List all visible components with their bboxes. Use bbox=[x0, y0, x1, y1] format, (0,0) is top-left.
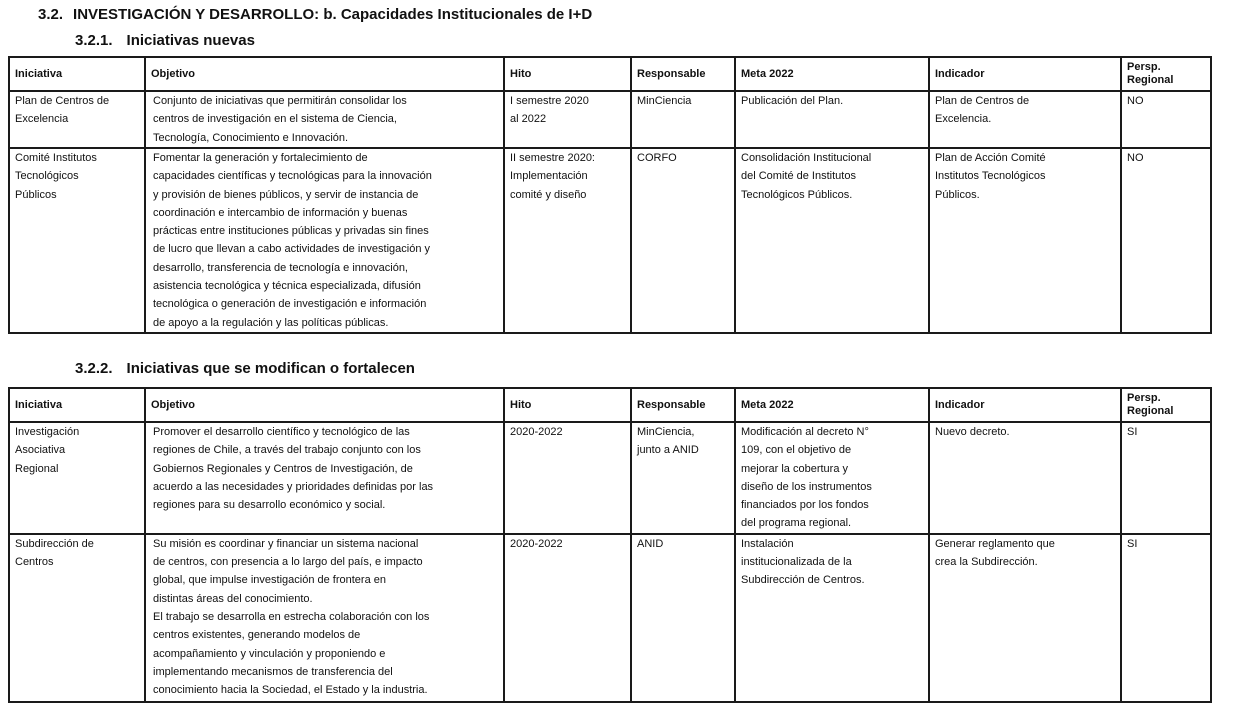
cell-objetivo: Fomentar la generación y fortalecimiento de capacidades científicas y tecnológicas para la innovación y provisión de bienes públicos, y servir de instancia de coordinación e intercambio de información y buenas prácticas entre instituciones públicas y privadas sin fines de lucro que llevan a cabo actividades de investigación y desarrollo, transferencia de tecnología e innovación, asistencia tecnológica y técnica especializada, difusión tecnológica o generación de investigación e información de apoyo a la regulación y las políticas públicas. bbox=[145, 148, 504, 333]
subsection-title: Iniciativas que se modifican o fortalecen bbox=[126, 360, 415, 377]
cell-objetivo: Su misión es coordinar y financiar un sistema nacional de centros, con presencia a lo largo del país, e impacto global, que impulse investigación de frontera en distintas áreas del conocimiento. El trabajo se desarrolla en estrecha colaboración con los centros existentes, generando modelos de acompañamiento y vinculación y proponiendo e implementando mecanismos de transferencia del conocimiento hacia la Sociedad, el Estado y la industria. bbox=[145, 534, 504, 702]
cell-responsable: ANID bbox=[631, 534, 735, 702]
cell-iniciativa: Comité Institutos Tecnológicos Públicos bbox=[9, 148, 145, 333]
cell-hito: I semestre 2020 al 2022 bbox=[504, 91, 631, 148]
cell-responsable: MinCiencia, junto a ANID bbox=[631, 422, 735, 534]
cell-meta: Instalación institucionalizada de la Subdirección de Centros. bbox=[735, 534, 929, 702]
section-number: 3.2. bbox=[38, 6, 64, 23]
subsection-heading-1 bbox=[75, 32, 255, 49]
column-header: Persp. Regional bbox=[1121, 388, 1211, 422]
column-header: Responsable bbox=[631, 57, 735, 91]
cell-persp: SI bbox=[1121, 534, 1211, 702]
cell-responsable: CORFO bbox=[631, 148, 735, 333]
cell-iniciativa: Investigación Asociativa Regional bbox=[9, 422, 145, 534]
column-header: Objetivo bbox=[145, 57, 504, 91]
section-title: INVESTIGACIÓN Y DESARROLLO: b. Capacidades Institucionales de I+D bbox=[73, 6, 593, 23]
subsection-title: Iniciativas nuevas bbox=[126, 32, 255, 49]
cell-indicador: Nuevo decreto. bbox=[929, 422, 1121, 534]
cell-iniciativa: Subdirección de Centros bbox=[9, 534, 145, 702]
cell-meta: Consolidación Institucional del Comité de Institutos Tecnológicos Públicos. bbox=[735, 148, 929, 333]
column-header: Meta 2022 bbox=[735, 57, 929, 91]
table-row bbox=[9, 534, 1211, 702]
table-header-row bbox=[9, 57, 1211, 91]
column-header: Persp. Regional bbox=[1121, 57, 1211, 91]
subsection-heading-2 bbox=[75, 360, 415, 377]
cell-persp: NO bbox=[1121, 91, 1211, 148]
table-row bbox=[9, 91, 1211, 148]
cell-meta: Publicación del Plan. bbox=[735, 91, 929, 148]
cell-objetivo: Conjunto de iniciativas que permitirán consolidar los centros de investigación en el sistema de Ciencia, Tecnología, Conocimiento e Innovación. bbox=[145, 91, 504, 148]
initiatives-new-table bbox=[8, 56, 1212, 334]
cell-hito: II semestre 2020: Implementación comité y diseño bbox=[504, 148, 631, 333]
column-header: Responsable bbox=[631, 388, 735, 422]
cell-objetivo: Promover el desarrollo científico y tecnológico de las regiones de Chile, a través del trabajo conjunto con los Gobiernos Regionales y Centros de Investigación, de acuerdo a las necesidades y prioridades definidas por las regiones para su desarrollo económico y social. bbox=[145, 422, 504, 534]
table-row bbox=[9, 148, 1211, 333]
column-header: Iniciativa bbox=[9, 57, 145, 91]
column-header: Meta 2022 bbox=[735, 388, 929, 422]
column-header: Indicador bbox=[929, 57, 1121, 91]
cell-meta: Modificación al decreto N° 109, con el objetivo de mejorar la cobertura y diseño de los instrumentos financiados por los fondos del programa regional. bbox=[735, 422, 929, 534]
column-header: Hito bbox=[504, 388, 631, 422]
initiatives-modified-table bbox=[8, 387, 1212, 703]
column-header: Indicador bbox=[929, 388, 1121, 422]
cell-indicador: Generar reglamento que crea la Subdirección. bbox=[929, 534, 1121, 702]
cell-hito: 2020-2022 bbox=[504, 422, 631, 534]
column-header: Iniciativa bbox=[9, 388, 145, 422]
cell-indicador: Plan de Centros de Excelencia. bbox=[929, 91, 1121, 148]
section-heading bbox=[38, 6, 592, 23]
cell-persp: SI bbox=[1121, 422, 1211, 534]
table-header-row bbox=[9, 388, 1211, 422]
column-header: Hito bbox=[504, 57, 631, 91]
cell-hito: 2020-2022 bbox=[504, 534, 631, 702]
subsection-number: 3.2.1. bbox=[75, 32, 113, 49]
cell-indicador: Plan de Acción Comité Institutos Tecnológicos Públicos. bbox=[929, 148, 1121, 333]
cell-iniciativa: Plan de Centros de Excelencia bbox=[9, 91, 145, 148]
table-row bbox=[9, 422, 1211, 534]
cell-responsable: MinCiencia bbox=[631, 91, 735, 148]
subsection-number: 3.2.2. bbox=[75, 360, 113, 377]
cell-persp: NO bbox=[1121, 148, 1211, 333]
column-header: Objetivo bbox=[145, 388, 504, 422]
